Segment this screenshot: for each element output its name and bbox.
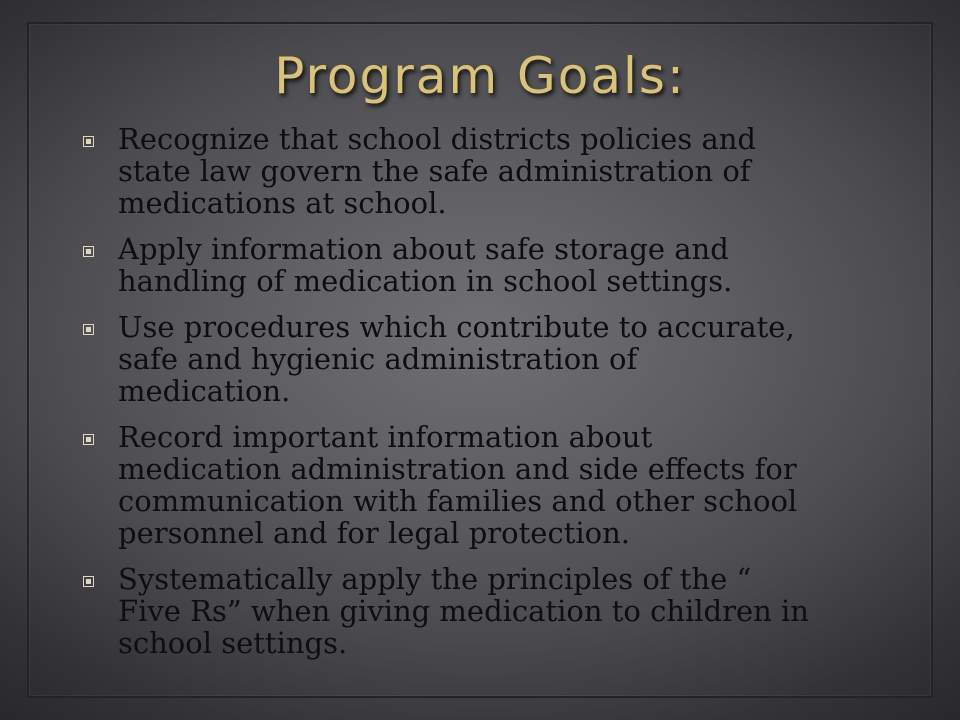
bullet-item (78, 563, 918, 659)
square-bullet-icon (83, 324, 94, 335)
square-bullet-icon (83, 136, 94, 147)
bullet-text: Recognize that school districts policies and state law govern the safe administration of medications at school. (118, 122, 756, 220)
bullet-item (78, 421, 918, 549)
slide-title: Program Goals: (274, 47, 686, 105)
bullet-list (78, 123, 918, 673)
square-bullet-icon (83, 576, 94, 587)
bullet-item (78, 233, 918, 297)
bullet-text: Record important information about medication administration and side effects for communication with families and other school personnel and for legal protection. (118, 420, 798, 550)
bullet-text: Apply information about safe storage and handling of medication in school settings. (118, 232, 733, 298)
square-bullet-icon (83, 434, 94, 445)
bullet-text: Systematically apply the principles of the “ Five Rs” when giving medication to children in school settings. (118, 562, 809, 660)
bullet-item (78, 311, 918, 407)
bullet-item (78, 123, 918, 219)
bullet-text: Use procedures which contribute to accurate, safe and hygienic administration of medication. (118, 310, 795, 408)
square-bullet-icon (83, 246, 94, 257)
